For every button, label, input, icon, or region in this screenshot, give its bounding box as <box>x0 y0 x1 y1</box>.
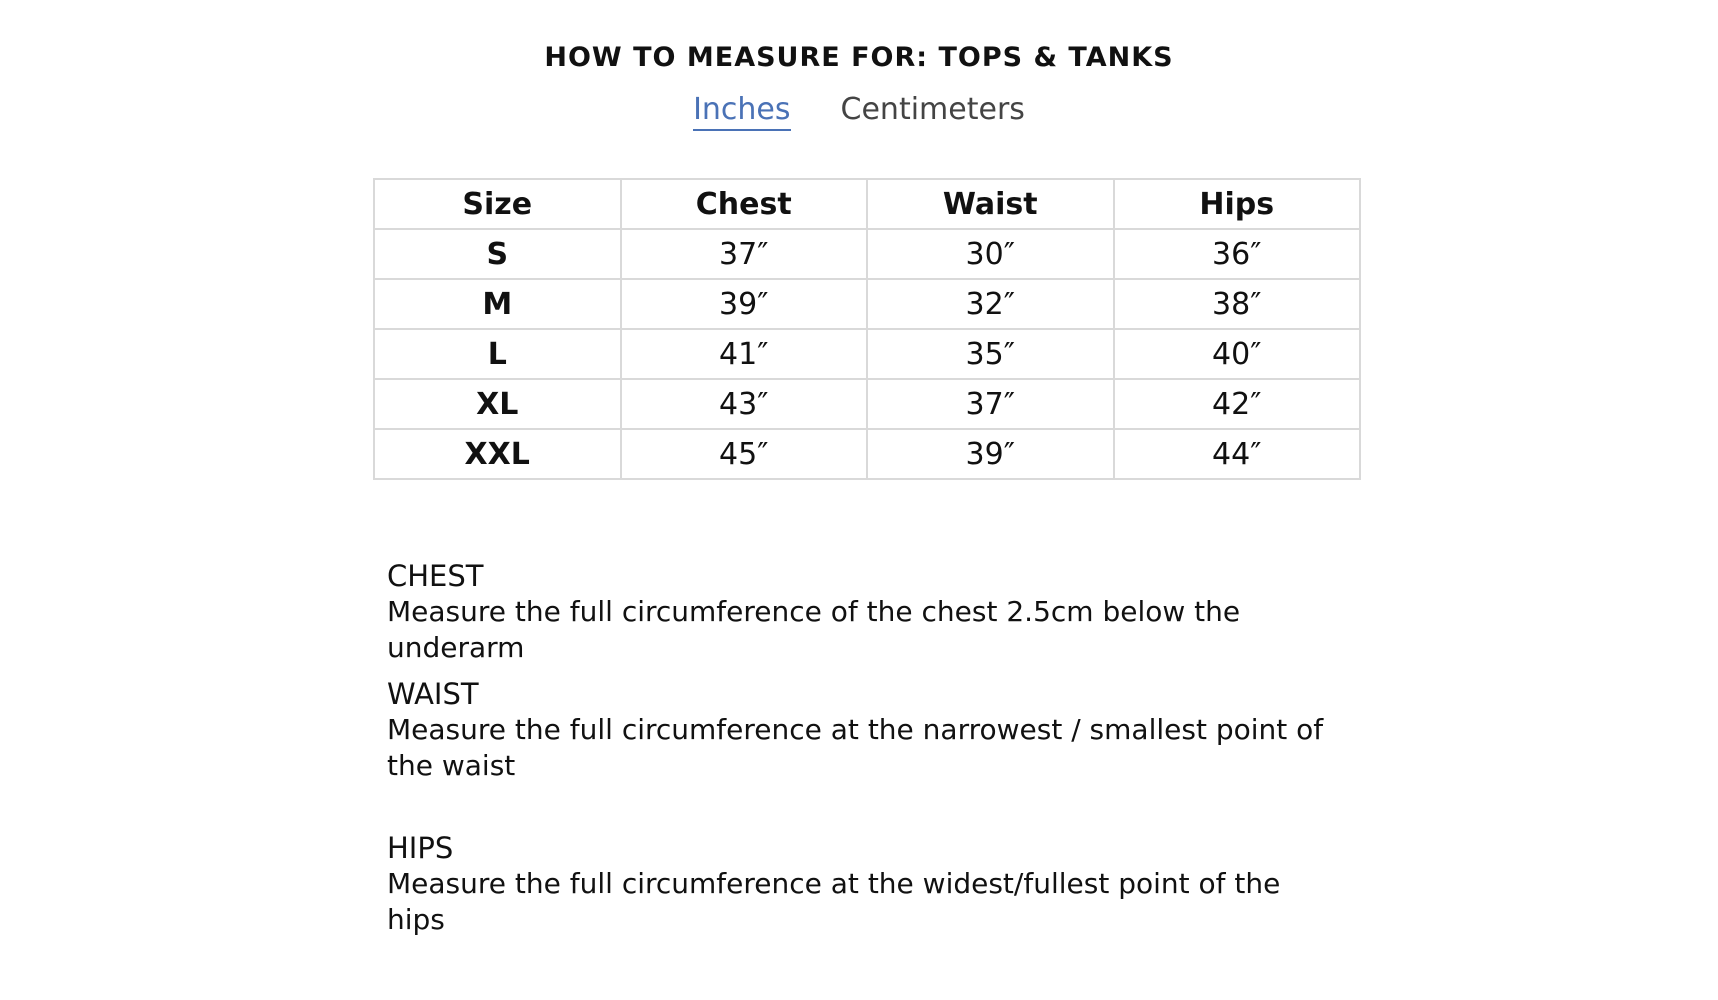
header-chest: Chest <box>621 179 868 229</box>
table-row <box>374 229 1360 279</box>
waist-heading: WAIST <box>387 677 479 711</box>
table-row <box>374 429 1360 479</box>
header-waist: Waist <box>867 179 1114 229</box>
table-header-row <box>374 179 1360 229</box>
chest-cell: 43″ <box>621 379 868 429</box>
waist-cell: 30″ <box>867 229 1114 279</box>
chest-cell: 39″ <box>621 279 868 329</box>
chest-cell: 41″ <box>621 329 868 379</box>
table-row <box>374 379 1360 429</box>
header-hips: Hips <box>1114 179 1361 229</box>
tab-inches[interactable]: Inches <box>693 92 790 131</box>
size-cell: XXL <box>374 429 621 479</box>
hips-heading: HIPS <box>387 831 454 865</box>
chest-cell: 45″ <box>621 429 868 479</box>
chest-description: Measure the full circumference of the chest 2.5cm below the underarm <box>387 595 1241 664</box>
size-chart-table <box>373 178 1361 480</box>
waist-cell: 37″ <box>867 379 1114 429</box>
waist-guide <box>387 676 1347 784</box>
waist-cell: 39″ <box>867 429 1114 479</box>
table-row <box>374 279 1360 329</box>
hips-cell: 38″ <box>1114 279 1361 329</box>
table-row <box>374 329 1360 379</box>
chest-heading: CHEST <box>387 559 484 593</box>
tab-centimeters[interactable]: Centimeters <box>840 92 1025 127</box>
chest-cell: 37″ <box>621 229 868 279</box>
size-cell: M <box>374 279 621 329</box>
size-cell: S <box>374 229 621 279</box>
hips-cell: 42″ <box>1114 379 1361 429</box>
hips-description: Measure the full circumference at the widest/fullest point of the hips <box>387 867 1281 936</box>
waist-cell: 35″ <box>867 329 1114 379</box>
header-size: Size <box>374 179 621 229</box>
waist-cell: 32″ <box>867 279 1114 329</box>
hips-guide <box>387 830 1347 938</box>
waist-description: Measure the full circumference at the narrowest / smallest point of the waist <box>387 713 1324 782</box>
size-cell: L <box>374 329 621 379</box>
chest-guide <box>387 558 1347 666</box>
page-title: HOW TO MEASURE FOR: TOPS & TANKS <box>544 42 1174 73</box>
unit-tabs <box>0 92 1718 131</box>
hips-cell: 44″ <box>1114 429 1361 479</box>
size-cell: XL <box>374 379 621 429</box>
hips-cell: 36″ <box>1114 229 1361 279</box>
hips-cell: 40″ <box>1114 329 1361 379</box>
